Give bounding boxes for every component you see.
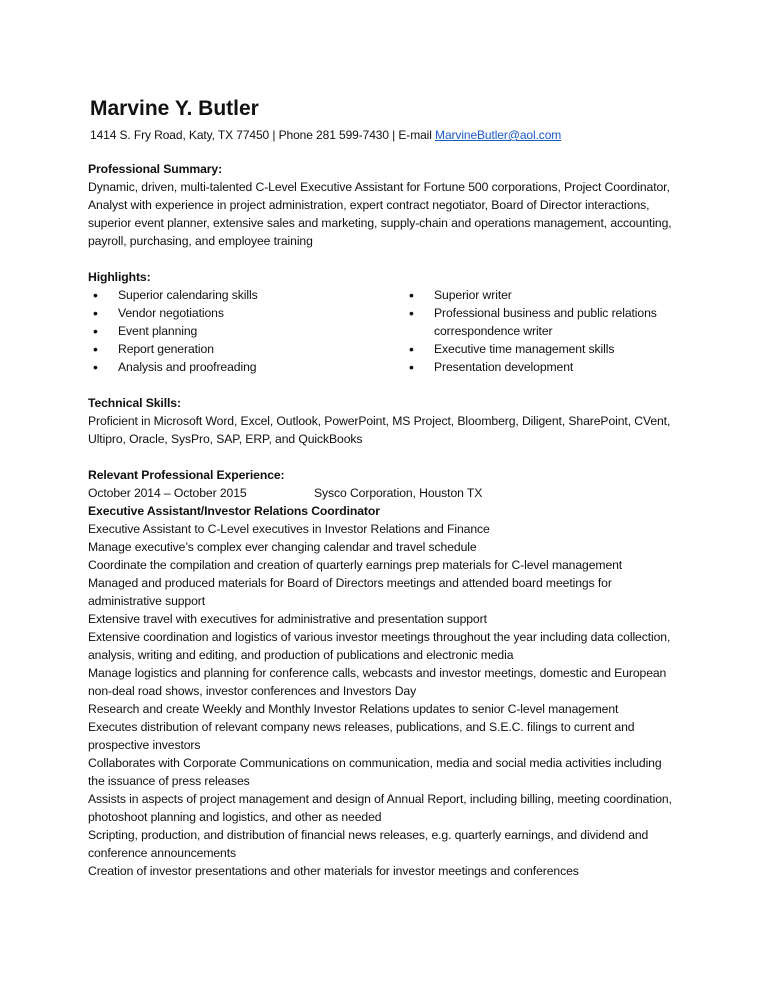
- job-position: Executive Assistant/Investor Relations Coordinator: [88, 504, 380, 518]
- highlight-item: • Analysis and proofreading: [88, 358, 404, 376]
- duty-item: Scripting, production, and distribution of financial news releases, e.g. quarterly earnings, and dividend and conference announcements: [88, 828, 649, 860]
- job-company: Sysco Corporation, Houston TX: [314, 486, 483, 500]
- duty-item: Manage logistics and planning for conference calls, webcasts and investor meetings, domestic and European non-deal road shows, investor conferences and Investors Day: [88, 666, 667, 698]
- resume-page: [88, 96, 678, 880]
- summary-heading: Professional Summary:: [88, 162, 223, 176]
- duty-item: Extensive travel with executives for administrative and presentation support: [88, 612, 487, 626]
- technical-skills-text: Proficient in Microsoft Word, Excel, Outlook, PowerPoint, MS Project, Bloomberg, Diligent, SharePoint, CVent, Ultipro, Oracle, SysPro, SAP, ERP, and QuickBooks: [88, 414, 671, 446]
- highlights-right-column: [404, 286, 678, 376]
- highlight-item: • Executive time management skills: [404, 340, 678, 358]
- highlights-left-column: [88, 286, 404, 376]
- duty-item: Manage executive’s complex ever changing calendar and travel schedule: [88, 540, 477, 554]
- duty-item: Research and create Weekly and Monthly Investor Relations updates to senior C-level management: [88, 702, 619, 716]
- highlights-list: [88, 286, 678, 376]
- contact-details: 1414 S. Fry Road, Katy, TX 77450 | Phone 281 599-7430 | E-mail: [90, 128, 436, 142]
- duty-item: Assists in aspects of project management and design of Annual Report, including billing, meeting coordination, photoshoot planning and logistics, and other as needed: [88, 792, 672, 824]
- job-duties-list: [88, 520, 678, 880]
- duty-item: Executive Assistant to C-Level executives in Investor Relations and Finance: [88, 522, 490, 536]
- job-meta: [88, 484, 678, 502]
- experience-heading: Relevant Professional Experience:: [88, 468, 285, 482]
- duty-item: Extensive coordination and logistics of various investor meetings throughout the year including data collection, analysis, writing and editing, and production of publications and electronic media: [88, 630, 671, 662]
- highlight-item: • Event planning: [88, 322, 404, 340]
- duty-item: Managed and produced materials for Board of Directors meetings and attended board meetings for administrative support: [88, 576, 612, 608]
- candidate-name: Marvine Y. Butler: [90, 97, 259, 120]
- highlight-item: • Superior calendaring skills: [88, 286, 404, 304]
- highlight-item: • Presentation development: [404, 358, 678, 376]
- duty-item: Collaborates with Corporate Communications on communication, media and social media activities including the issuance of press releases: [88, 756, 662, 788]
- highlight-item: • Report generation: [88, 340, 404, 358]
- summary-text: Dynamic, driven, multi-talented C-Level Executive Assistant for Fortune 500 corporations, Project Coordinator, Analyst with experience in project administration, expert contract negotiator, Board of Director interactions, superior event planner, extensive sales and marketing, supply-chain and operations management, accounting, payroll, purchasing, and employee training: [88, 180, 672, 248]
- contact-line: [90, 126, 678, 144]
- highlight-item: • Superior writer: [404, 286, 678, 304]
- duty-item: Creation of investor presentations and other materials for investor meetings and conferences: [88, 864, 579, 878]
- email-link[interactable]: MarvineButler@aol.com: [435, 128, 562, 142]
- job-dates: October 2014 – October 2015: [88, 486, 247, 500]
- technical-skills-heading: Technical Skills:: [88, 396, 181, 410]
- highlight-item: • Professional business and public relations correspondence writer: [404, 304, 678, 340]
- highlight-item: • Vendor negotiations: [88, 304, 404, 322]
- duty-item: Coordinate the compilation and creation of quarterly earnings prep materials for C-level management: [88, 558, 623, 572]
- duty-item: Executes distribution of relevant company news releases, publications, and S.E.C. filings to current and prospective investors: [88, 720, 635, 752]
- highlights-heading: Highlights:: [88, 270, 151, 284]
